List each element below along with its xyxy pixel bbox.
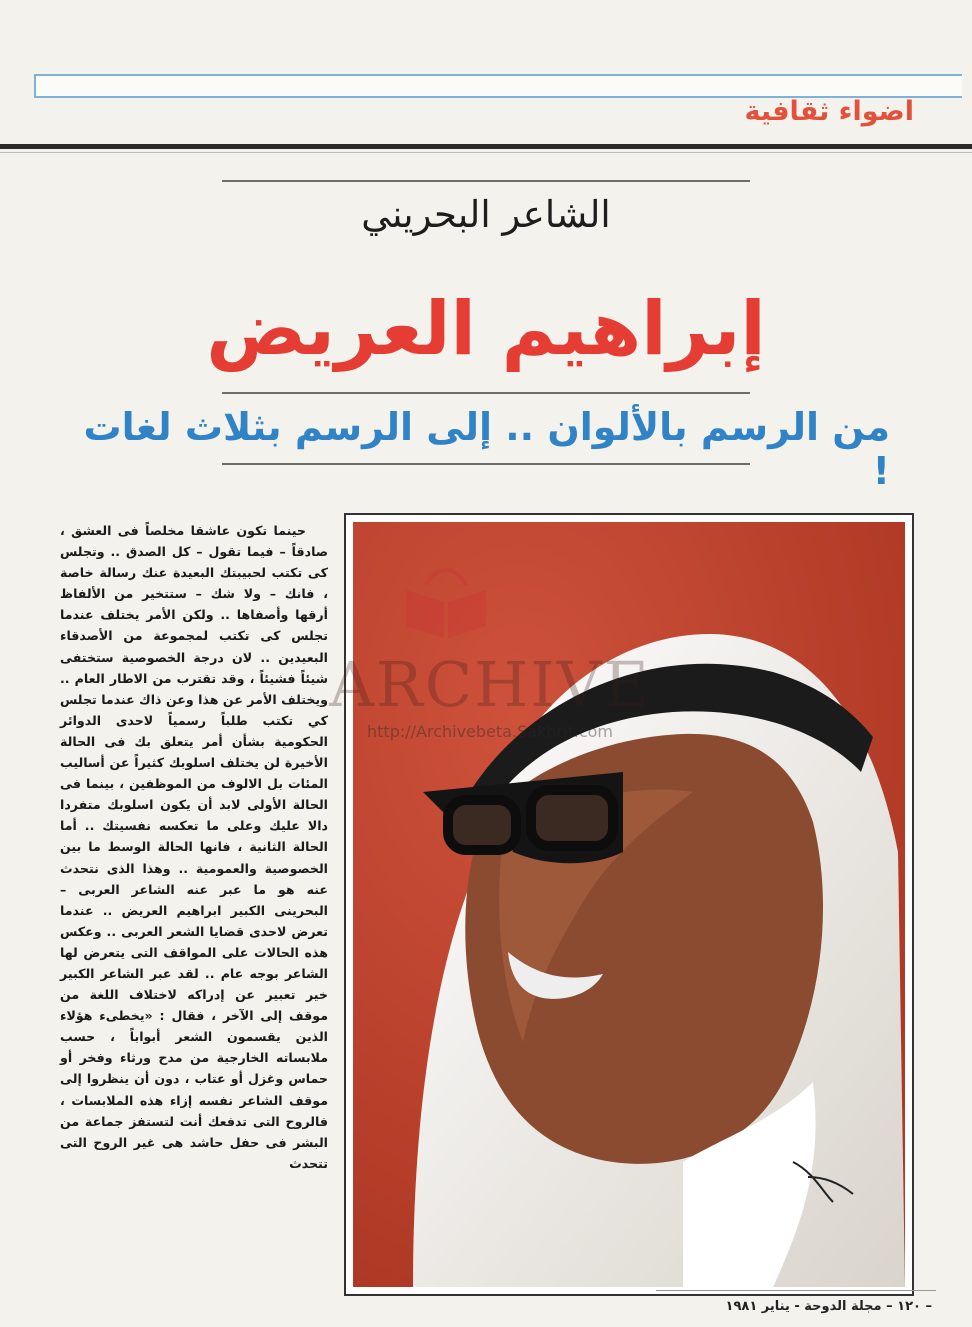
overtitle: الشاعر البحريني (361, 193, 611, 236)
top-header-band (34, 74, 962, 98)
article-paragraph: حينما تكون عاشقا مخلصاً فى العشق ، صادقاً – فيما تقول – كل الصدق .. وتجلس كى تكتب لحبيبتك البعيدة عنك رسالة خاصة ، فانك – ولا شك – ستتخير من الألفاظ أرقها وأصفاها .. ولكن الأمر يختلف عندما تجلس كى تكتب لمجموعة من الأصدقاء البعيدين .. لان درجة الخصوصية ستختفى شيئاً فشيئاً ، وقد تقترب من الاطار العام .. ويختلف الأمر عن هذا وعن ذاك عندما تجلس كي تكتب طلباً رسمياً لاحدى الدوائر الحكومية بشأن أمر يتعلق بك فى الحالة الأخيرة لن يختلف اسلوبك كثيراً عن أساليب المئات بل الالوف من الموظفين ، بينما فى الحالة الأولى لابد أن يكون اسلوبك متفردا دالا عليك وعلى ما تعكسه نفسيتك .. أما الحالة الثانية ، فانها الحالة الوسط ما بين الخصوصية والعمومية .. وهذا الذى نتحدث عنه هو ما عبر عنه الشاعر العربى – البحرينى الكبير ابراهيم العريض .. عندما تعرض لاحدى قضايا الشعر العربى .. وعكس هذه الحالات على المواقف التى يتعرض لها الشاعر بوجه عام .. لقد عبر الشاعر الكبير خير تعبير عن إدراكه لاختلاف اللغة من موقف إلى الآخر ، فقال : «يخطىء هؤلاء الذين يقسمون الشعر أبواباً ، حسب ملابساته الخارجية من مدح ورثاء وفخر أو حماس وغزل أو عتاب ، دون أن ينظروا إلى موقف الشاعر نفسه إزاء هذه الملابسات ، فالروح التى تدفعك أنت لتستفز جماعة من البشر فى حفل حاشد هى غير الروح التى تتحدث (60, 523, 328, 1171)
header-divider-thin (0, 152, 972, 153)
section-tag: اضواء ثقافية (744, 96, 914, 127)
subtitle: من الرسم بالألوان .. إلى الرسم بثلاث لغات ! (83, 405, 890, 493)
page-title: إبراهيم العريض (206, 286, 766, 372)
title-rule-middle (222, 392, 750, 394)
watermark-book-icon (396, 560, 496, 640)
header-divider (0, 144, 972, 149)
watermark-title: ARCHIVE (329, 648, 651, 721)
footer-rule (656, 1290, 936, 1291)
title-rule-bottom (222, 463, 750, 465)
article-body (60, 520, 328, 1174)
watermark-url: http://Archivebeta.Sakhrit.com (367, 722, 613, 741)
title-rule-top (222, 180, 750, 182)
page-footer: – ١٢٠ – مجلة الدوحة - يناير ١٩٨١ (725, 1299, 932, 1314)
